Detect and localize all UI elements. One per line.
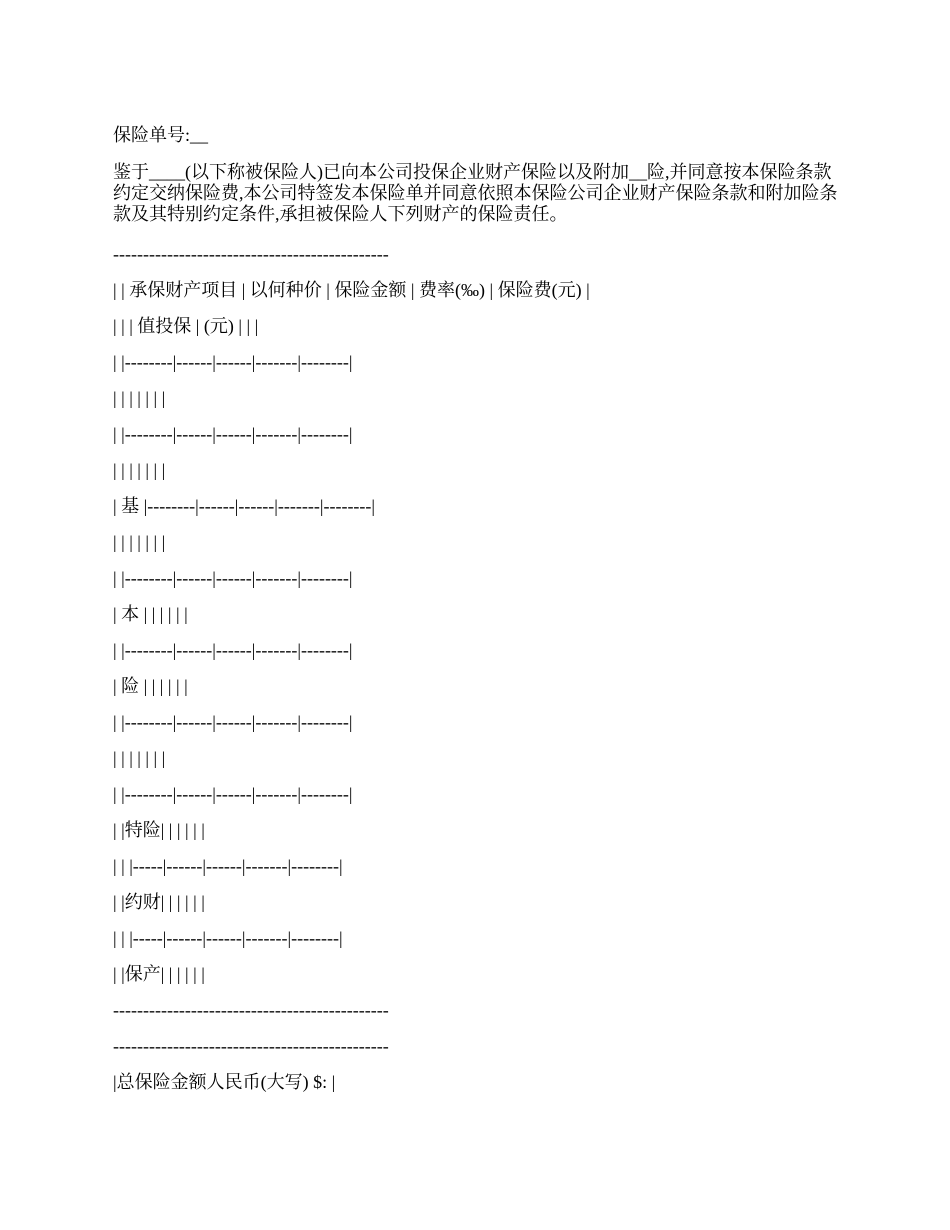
table-row: ---------------------------------------------- <box>113 244 389 264</box>
table-row: | |--------|------|------|-------|--------| <box>113 784 353 804</box>
intro-paragraph: 鉴于____(以下称被保险人)已向本公司投保企业财产保险以及附加__险,并同意按本保险条款约定交纳保险费,本公司特签发本保险单并同意依照本保险公司企业财产保险条款和附加险条款及其特别约定条件,承担被保险人下列财产的保险责任。 <box>113 162 838 224</box>
coverage-table <box>113 243 843 1093</box>
table-row: | |--------|------|------|-------|--------| <box>113 424 353 444</box>
table-row: | |--------|------|------|-------|--------| <box>113 568 353 588</box>
table-row: | | |-----|------|------|-------|--------| <box>113 856 343 876</box>
table-row: ---------------------------------------------- <box>113 1000 389 1020</box>
table-row: | | | | | | | <box>113 388 166 408</box>
table-row: | | 承保财产项目 | 以何种价 | 保险金额 | 费率(‰) | 保险费(元) | <box>113 280 590 300</box>
policy-number: 保险单号:__ <box>113 125 209 145</box>
table-row: | |--------|------|------|-------|--------| <box>113 640 353 660</box>
table-row: | | | | | | | <box>113 748 166 768</box>
table-row: | |约财| | | | | | <box>113 892 205 912</box>
table-row: | |--------|------|------|-------|--------| <box>113 712 353 732</box>
table-row: | 基 |--------|------|------|-------|--------| <box>113 496 376 516</box>
table-row: | 险 | | | | | | <box>113 676 188 696</box>
table-row: |总保险金额人民币(大写) $: | <box>113 1072 336 1092</box>
table-row: | |保产| | | | | | <box>113 964 205 984</box>
table-row: | | | | | | | <box>113 460 166 480</box>
table-row: | | | | | | | <box>113 532 166 552</box>
table-row: | | |-----|------|------|-------|--------| <box>113 928 343 948</box>
table-row: | |--------|------|------|-------|--------| <box>113 352 353 372</box>
table-row: | 本 | | | | | | <box>113 604 188 624</box>
table-row: ---------------------------------------------- <box>113 1036 389 1056</box>
table-row: | |特险| | | | | | <box>113 820 205 840</box>
document-page <box>113 124 843 1107</box>
table-row: | | | 值投保 | (元) | | | <box>113 316 259 336</box>
